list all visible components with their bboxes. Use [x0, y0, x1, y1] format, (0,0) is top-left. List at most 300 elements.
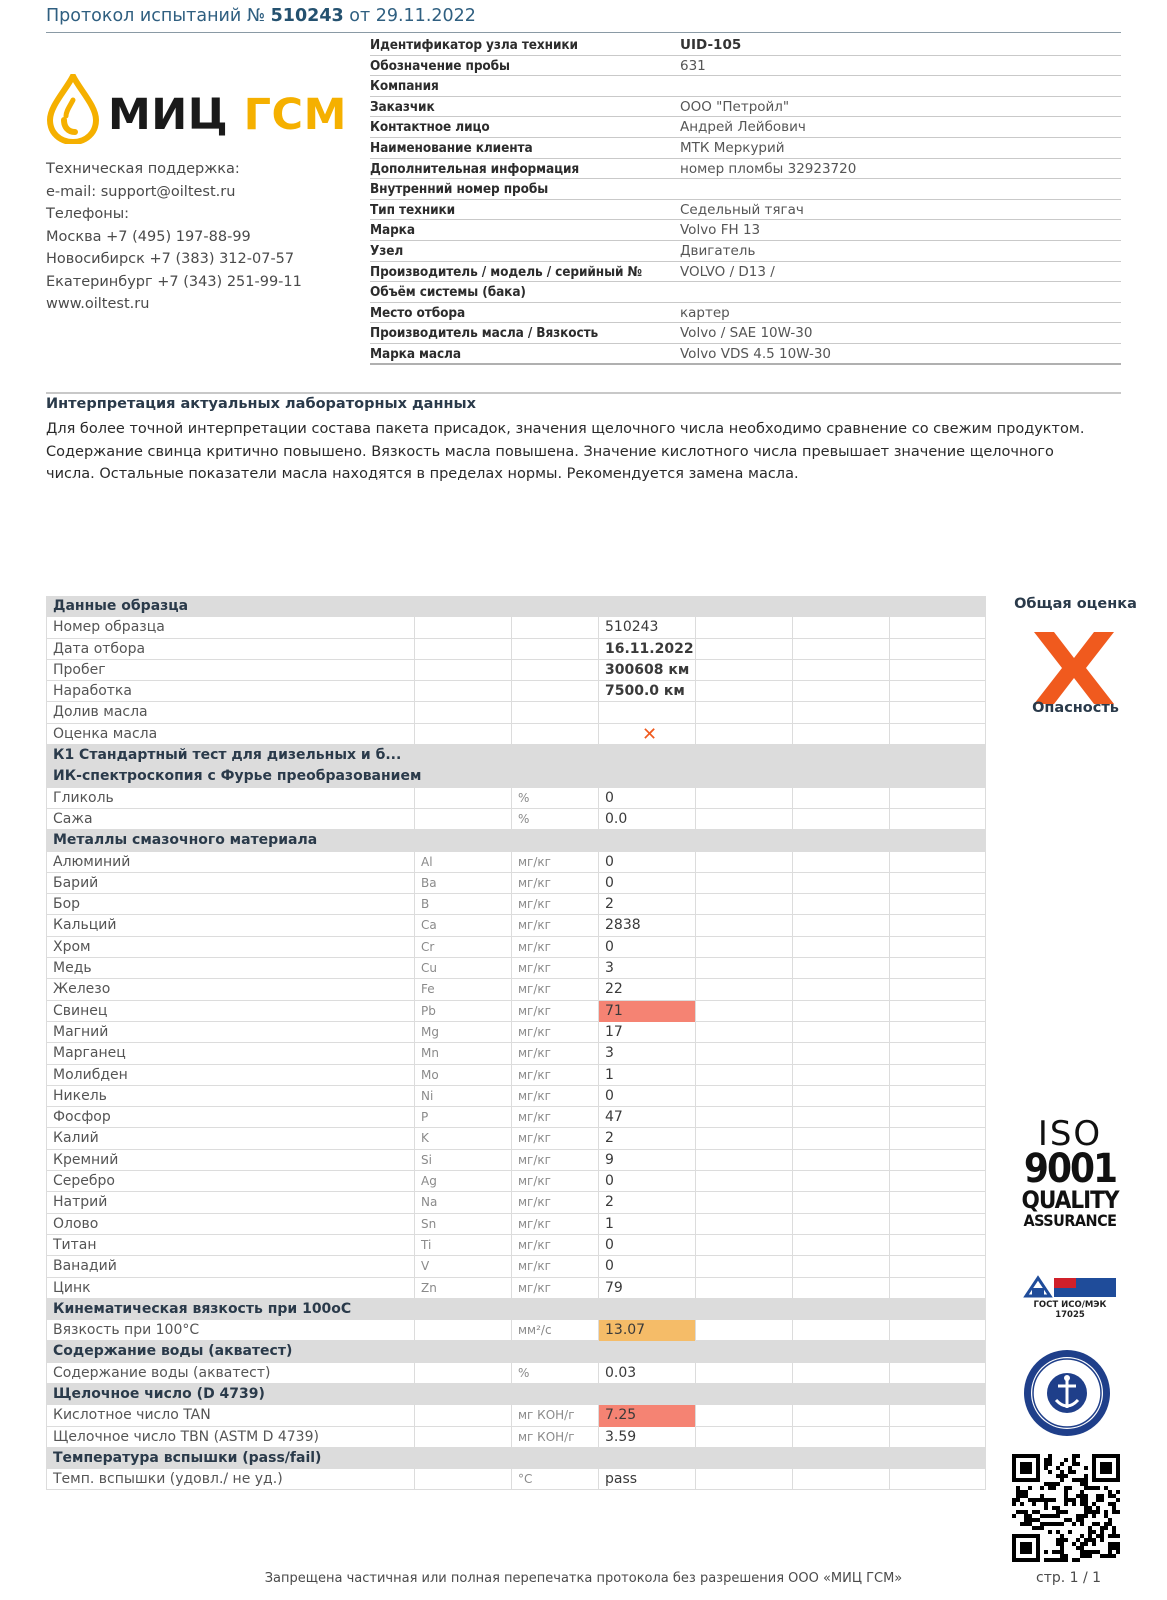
empty-cell [696, 1192, 793, 1213]
row-label: Серебро [46, 1171, 415, 1192]
oil-drop-icon [46, 74, 100, 144]
info-label: Наименование клиента [370, 139, 533, 156]
empty-cell [793, 1065, 890, 1086]
info-label: Объём системы (бака) [370, 284, 526, 301]
value-cell: 0 [599, 937, 696, 958]
contacts-block [46, 158, 302, 316]
table-row [46, 937, 986, 958]
unit-cell: °C [512, 1469, 599, 1490]
empty-cell [890, 1278, 986, 1299]
row-label: Сажа [46, 809, 415, 830]
row-label: Бор [46, 894, 415, 915]
info-value: ООО "Петройл" [680, 98, 790, 115]
row-label: Ванадий [46, 1256, 415, 1277]
results-table [46, 596, 986, 1490]
unit-cell: мг/кг [512, 1256, 599, 1277]
interpretation-title: Интерпретация актуальных лабораторных данных [46, 396, 476, 412]
table-row [46, 852, 986, 873]
info-row [370, 220, 1121, 241]
row-label: Щелочное число TBN (ASTM D 4739) [46, 1427, 415, 1448]
row-label: Кремний [46, 1150, 415, 1171]
empty-cell [696, 1320, 793, 1341]
info-label: Внутренний номер пробы [370, 181, 549, 198]
element-symbol: Al [415, 852, 512, 873]
element-symbol: Ag [415, 1171, 512, 1192]
empty-cell [696, 1043, 793, 1064]
info-row [370, 138, 1121, 159]
empty-cell [696, 1278, 793, 1299]
element-symbol: Na [415, 1192, 512, 1213]
empty-cell [890, 639, 986, 660]
element-symbol [415, 1427, 512, 1448]
info-row [370, 179, 1121, 200]
empty-cell [890, 979, 986, 1000]
unit-cell: мг/кг [512, 873, 599, 894]
row-label: Медь [46, 958, 415, 979]
info-label: Тип техники [370, 201, 456, 218]
table-row [46, 1065, 986, 1086]
empty-cell [793, 1320, 890, 1341]
empty-cell [793, 1107, 890, 1128]
page-number: стр. 1 / 1 [1036, 1570, 1102, 1586]
element-symbol: V [415, 1256, 512, 1277]
table-row [46, 639, 986, 660]
value-cell: 0 [599, 788, 696, 809]
element-symbol [415, 1363, 512, 1384]
empty-cell [696, 1235, 793, 1256]
support-email[interactable]: e-mail: support@oiltest.ru [46, 183, 236, 200]
unit-cell [512, 724, 599, 745]
table-row [46, 1022, 986, 1043]
row-label: Никель [46, 1086, 415, 1107]
empty-cell [890, 1107, 986, 1128]
table-row [46, 1235, 986, 1256]
section-header-row [46, 766, 986, 787]
unit-cell [512, 660, 599, 681]
phones-label: Телефоны: [46, 206, 130, 222]
interpretation-line: числа. Остальные показатели масла находятся в пределах нормы. Рекомендуется замена масла. [46, 466, 799, 482]
unit-cell: мг/кг [512, 894, 599, 915]
element-symbol: B [415, 894, 512, 915]
row-label: Фосфор [46, 1107, 415, 1128]
row-label: Олово [46, 1214, 415, 1235]
protocol-title [46, 6, 476, 26]
empty-cell [890, 1086, 986, 1107]
empty-cell [696, 660, 793, 681]
unit-cell: мг/кг [512, 1065, 599, 1086]
empty-cell [696, 724, 793, 745]
table-row [46, 1001, 986, 1022]
table-row [46, 873, 986, 894]
value-cell: 3 [599, 1043, 696, 1064]
empty-cell [793, 1171, 890, 1192]
unit-cell [512, 639, 599, 660]
info-value: Андрей Лейбович [680, 119, 806, 136]
empty-cell [793, 1256, 890, 1277]
element-symbol [415, 788, 512, 809]
section-title: ИК-спектроскопия с Фурье преобразованием [46, 766, 986, 787]
info-label: Производитель / модель / серийный № [370, 263, 643, 280]
table-row [46, 724, 986, 745]
unit-cell: мг/кг [512, 1043, 599, 1064]
empty-cell [793, 1214, 890, 1235]
iso-line: QUALITY [1021, 1186, 1119, 1214]
empty-cell [793, 852, 890, 873]
empty-cell [890, 1469, 986, 1490]
info-row [370, 282, 1121, 303]
element-symbol: Mo [415, 1065, 512, 1086]
website-link[interactable]: www.oiltest.ru [46, 296, 150, 312]
qr-code[interactable] [1012, 1454, 1120, 1562]
row-label: Кальций [46, 915, 415, 936]
empty-cell [890, 1150, 986, 1171]
element-symbol: Mn [415, 1043, 512, 1064]
empty-cell [696, 1214, 793, 1235]
section-header-row [46, 1341, 986, 1362]
iso-line: 9001 [1023, 1146, 1117, 1192]
value-cell: 17 [599, 1022, 696, 1043]
unit-cell [512, 617, 599, 638]
info-label: Контактное лицо [370, 119, 490, 136]
info-value: картер [680, 304, 730, 321]
element-symbol [415, 639, 512, 660]
value-cell: 0 [599, 1086, 696, 1107]
info-value: Volvo / SAE 10W-30 [680, 325, 813, 342]
overall-rating-state: Опасность [1032, 700, 1119, 716]
interpretation-line: Содержание свинца критично повышено. Вязкость масла повышена. Значение кислотного числа превышает значение щелочного [46, 443, 1054, 460]
info-value: Двигатель [680, 242, 756, 259]
table-row [46, 1363, 986, 1384]
value-cell: pass [599, 1469, 696, 1490]
empty-cell [793, 639, 890, 660]
value-cell: 3 [599, 958, 696, 979]
row-label: Вязкость при 100°С [46, 1320, 415, 1341]
unit-cell: мг/кг [512, 1235, 599, 1256]
empty-cell [696, 1171, 793, 1192]
unit-cell: мг/кг [512, 915, 599, 936]
value-cell: 2 [599, 1192, 696, 1213]
element-symbol [415, 724, 512, 745]
empty-cell [793, 681, 890, 702]
danger-x-icon [1030, 628, 1118, 708]
empty-cell [890, 1192, 986, 1213]
empty-cell [890, 915, 986, 936]
empty-cell [696, 1363, 793, 1384]
value-cell: 0 [599, 1171, 696, 1192]
element-symbol [415, 1405, 512, 1426]
empty-cell [793, 1128, 890, 1149]
empty-cell [890, 852, 986, 873]
element-symbol: Ba [415, 873, 512, 894]
element-symbol: K [415, 1128, 512, 1149]
table-row [46, 1150, 986, 1171]
info-value: номер пломбы 32923720 [680, 160, 857, 177]
value-cell: 47 [599, 1107, 696, 1128]
element-symbol [415, 702, 512, 723]
info-value: Седельный тягач [680, 201, 804, 218]
unit-cell: мг/кг [512, 1001, 599, 1022]
value-cell: 9 [599, 1150, 696, 1171]
empty-cell [696, 702, 793, 723]
info-value: Volvo FH 13 [680, 222, 761, 239]
info-row [370, 262, 1121, 283]
table-row [46, 1043, 986, 1064]
value-cell [599, 702, 696, 723]
value-cell: 2838 [599, 915, 696, 936]
unit-cell: мг/кг [512, 1022, 599, 1043]
info-row [370, 323, 1121, 344]
value-cell: 13.07 [599, 1320, 696, 1341]
unit-cell: мг/кг [512, 1278, 599, 1299]
empty-cell [696, 1256, 793, 1277]
element-symbol: Ti [415, 1235, 512, 1256]
copyright-notice: Запрещена частичная или полная перепечатка протокола без разрешения ООО «МИЦ ГСМ» [264, 1571, 903, 1586]
empty-cell [793, 1469, 890, 1490]
empty-cell [793, 979, 890, 1000]
empty-cell [793, 1427, 890, 1448]
unit-cell [512, 702, 599, 723]
section-title: Температура вспышки (pass/fail) [46, 1448, 986, 1469]
gost-line: ГОСТ ИСО/МЭК [1033, 1300, 1107, 1310]
section-header-row [46, 1299, 986, 1320]
info-row [370, 159, 1121, 180]
unit-cell: % [512, 809, 599, 830]
empty-cell [696, 979, 793, 1000]
section-title: Данные образца [46, 596, 986, 617]
unit-cell: % [512, 788, 599, 809]
empty-cell [793, 1150, 890, 1171]
element-symbol: Fe [415, 979, 512, 1000]
empty-cell [890, 1363, 986, 1384]
info-value: 631 [680, 57, 706, 74]
value-cell: 7500.0 км [599, 681, 696, 702]
value-cell: 0 [599, 1256, 696, 1277]
element-symbol: Cr [415, 937, 512, 958]
section-header-row [46, 1448, 986, 1469]
element-symbol: P [415, 1107, 512, 1128]
empty-cell [890, 660, 986, 681]
info-row [370, 76, 1121, 97]
row-label: Хром [46, 937, 415, 958]
empty-cell [793, 1278, 890, 1299]
empty-cell [890, 958, 986, 979]
table-row [46, 1192, 986, 1213]
empty-cell [793, 617, 890, 638]
row-label: Натрий [46, 1192, 415, 1213]
info-value: Volvo VDS 4.5 10W-30 [680, 345, 832, 362]
element-symbol: Ca [415, 915, 512, 936]
row-label: Магний [46, 1022, 415, 1043]
unit-cell: мм²/с [512, 1320, 599, 1341]
row-label: Долив масла [46, 702, 415, 723]
section-header-row [46, 830, 986, 851]
unit-cell: % [512, 1363, 599, 1384]
element-symbol: Zn [415, 1278, 512, 1299]
table-row [46, 1278, 986, 1299]
unit-cell: мг КОН/г [512, 1405, 599, 1426]
element-symbol [415, 660, 512, 681]
element-symbol: Mg [415, 1022, 512, 1043]
empty-cell [696, 894, 793, 915]
table-row [46, 809, 986, 830]
element-symbol [415, 1320, 512, 1341]
unit-cell: мг/кг [512, 1128, 599, 1149]
empty-cell [696, 1065, 793, 1086]
info-label: Производитель масла / Вязкость [370, 325, 599, 342]
iso-9001-badge [1020, 1114, 1120, 1230]
empty-cell [793, 958, 890, 979]
iso-line: ISO [1037, 1114, 1103, 1154]
empty-cell [890, 788, 986, 809]
table-row [46, 1405, 986, 1426]
section-header-row [46, 1384, 986, 1405]
protocol-number: 510243 [270, 6, 344, 26]
empty-cell [696, 809, 793, 830]
row-label: Титан [46, 1235, 415, 1256]
value-cell: 2 [599, 894, 696, 915]
value-cell: 71 [599, 1001, 696, 1022]
table-row [46, 788, 986, 809]
info-value: UID-105 [680, 37, 742, 53]
empty-cell [890, 873, 986, 894]
table-row [46, 1107, 986, 1128]
empty-cell [793, 1022, 890, 1043]
empty-cell [793, 809, 890, 830]
empty-cell [890, 1001, 986, 1022]
empty-cell [793, 1405, 890, 1426]
value-cell: 16.11.2022 [599, 639, 696, 660]
info-label: Компания [370, 78, 439, 95]
unit-cell: мг КОН/г [512, 1427, 599, 1448]
element-symbol [415, 617, 512, 638]
table-row [46, 1171, 986, 1192]
section-title: Щелочное число (D 4739) [46, 1384, 986, 1405]
row-label: Номер образца [46, 617, 415, 638]
unit-cell: мг/кг [512, 1171, 599, 1192]
unit-cell: мг/кг [512, 1150, 599, 1171]
row-label: Наработка [46, 681, 415, 702]
section-title: Содержание воды (акватест) [46, 1341, 986, 1362]
table-row [46, 1086, 986, 1107]
element-symbol: Ni [415, 1086, 512, 1107]
equipment-info-table [370, 35, 1121, 365]
empty-cell [696, 1405, 793, 1426]
empty-cell [890, 1256, 986, 1277]
row-label: Кислотное число TAN [46, 1405, 415, 1426]
unit-cell: мг/кг [512, 979, 599, 1000]
empty-cell [696, 958, 793, 979]
value-cell: 0 [599, 852, 696, 873]
value-cell: 1 [599, 1065, 696, 1086]
section-header-row [46, 745, 986, 766]
iso-line: ASSURANCE [1023, 1211, 1117, 1230]
unit-cell: мг/кг [512, 1107, 599, 1128]
table-row [46, 1427, 986, 1448]
empty-cell [793, 915, 890, 936]
unit-cell: мг/кг [512, 852, 599, 873]
empty-cell [890, 1214, 986, 1235]
element-symbol: Sn [415, 1214, 512, 1235]
empty-cell [696, 1086, 793, 1107]
info-row [370, 241, 1121, 262]
empty-cell [696, 639, 793, 660]
empty-cell [793, 788, 890, 809]
unit-cell [512, 681, 599, 702]
value-cell [599, 724, 696, 745]
element-symbol: Cu [415, 958, 512, 979]
table-row [46, 894, 986, 915]
empty-cell [696, 1001, 793, 1022]
empty-cell [890, 1171, 986, 1192]
empty-cell [890, 1405, 986, 1426]
empty-cell [793, 702, 890, 723]
info-row [370, 303, 1121, 324]
info-label: Место отбора [370, 304, 466, 321]
interpretation-text [46, 418, 1136, 486]
phone-ekaterinburg: Екатеринбург +7 (343) 251-99-11 [46, 273, 302, 290]
overall-rating-label: Общая оценка [1014, 596, 1137, 612]
table-row [46, 1214, 986, 1235]
empty-cell [696, 1128, 793, 1149]
empty-cell [793, 724, 890, 745]
interpretation-line: Для более точной интерпретации состава пакета присадок, значения щелочного числа необходимо сравнение со свежим продуктом. [46, 421, 1085, 437]
info-row [370, 56, 1121, 77]
value-cell: 300608 км [599, 660, 696, 681]
value-cell: 0.0 [599, 809, 696, 830]
logo-text-black: МИЦ [108, 90, 229, 140]
value-cell: 0.03 [599, 1363, 696, 1384]
row-label: Дата отбора [46, 639, 415, 660]
empty-cell [696, 681, 793, 702]
value-cell: 510243 [599, 617, 696, 638]
table-row [46, 702, 986, 723]
row-label: Алюминий [46, 852, 415, 873]
empty-cell [696, 1427, 793, 1448]
empty-cell [890, 702, 986, 723]
value-cell: 3.59 [599, 1427, 696, 1448]
unit-cell: мг/кг [512, 1086, 599, 1107]
empty-cell [890, 617, 986, 638]
empty-cell [890, 1235, 986, 1256]
gost-caption [1014, 1300, 1126, 1320]
row-label: Содержание воды (акватест) [46, 1363, 415, 1384]
table-row [46, 979, 986, 1000]
phone-moscow: Москва +7 (495) 197-88-99 [46, 228, 251, 245]
empty-cell [696, 915, 793, 936]
info-value: VOLVO / D13 / [680, 263, 775, 280]
info-row [370, 35, 1121, 56]
danger-x-icon: ✕ [642, 723, 658, 745]
table-row [46, 1128, 986, 1149]
row-label: Цинк [46, 1278, 415, 1299]
section-header-row [46, 596, 986, 617]
row-label: Гликоль [46, 788, 415, 809]
info-label: Идентификатор узла техники [370, 37, 578, 53]
info-label: Марка [370, 222, 415, 239]
table-row [46, 681, 986, 702]
element-symbol [415, 809, 512, 830]
table-row [46, 1320, 986, 1341]
empty-cell [793, 937, 890, 958]
table-row [46, 1469, 986, 1490]
empty-cell [890, 937, 986, 958]
empty-cell [696, 1150, 793, 1171]
info-label: Обозначение пробы [370, 57, 510, 74]
unit-cell: мг/кг [512, 958, 599, 979]
empty-cell [793, 894, 890, 915]
info-label: Дополнительная информация [370, 160, 580, 177]
empty-cell [890, 1022, 986, 1043]
